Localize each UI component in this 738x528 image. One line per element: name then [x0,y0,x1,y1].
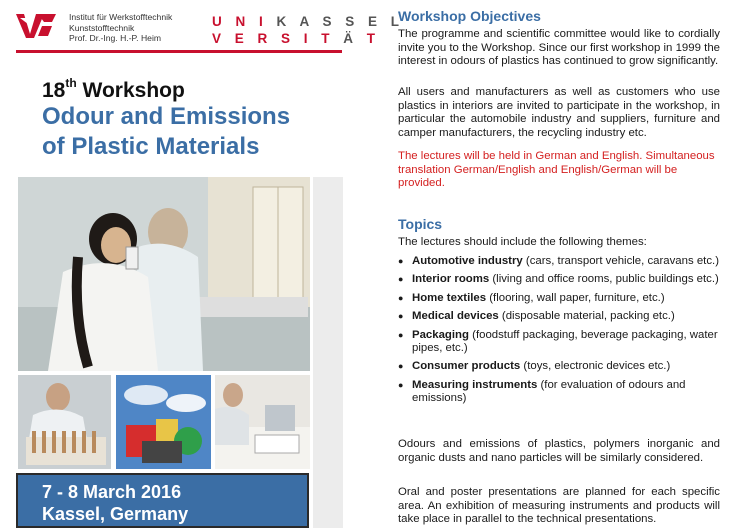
language-notice: The lectures will be held in German and English. Simultaneous translation German/English and English/German will be provided. [398,150,715,190]
objectives-heading: Workshop Objectives [398,8,541,24]
workshop-edition: 18th Workshop [42,76,185,102]
institute-logo [14,10,58,40]
topics-paragraph-1: Odours and emissions of plastics, polymers inorganic and organic dusts and nano particles will be similarly considered. [398,438,720,464]
photo-measuring-lab [215,375,310,469]
list-item: ● Consumer products (toys, electronic devices etc.) [398,360,720,373]
institute-line: Kunststofftechnik [69,22,135,33]
list-item: ● Home textiles (flooring, wall paper, furniture, etc.) [398,292,720,305]
list-item: ● Medical devices (disposable material, packing etc.) [398,310,720,323]
topics-intro: The lectures should include the following themes: [398,236,647,248]
uni-line-1: U N I K A S S E L [212,14,405,29]
topics-list [398,255,720,411]
objectives-paragraph-2: All users and manufacturers as well as customers who use plastics in interiors are invited to participate in the workshop, in particular the automobile industry and suppliers, furniture and camper manufacturers, the recycling industry etc. [398,86,720,139]
flyer-right-panel [398,0,724,528]
event-date-box [16,473,309,528]
event-date: 7 - 8 March 2016 [42,482,182,502]
list-item: ● Packaging (foodstuff packaging, beverage packaging, water pipes, etc.) [398,329,720,356]
topics-paragraph-2: Oral and poster presentations are planned for each specific area. An exhibition of measuring instruments and products will take place in parallel to the technical presentations. [398,486,720,526]
objectives-paragraph-1: The programme and scientific committee would like to cordially invite you to the Workshop. Since our first workshop in 1999 the interest in odours of plastics has continued to grow significantly. [398,28,720,68]
photo-consumer-products [116,375,211,469]
title-line-1: Odour and Emissions [42,103,291,130]
university-logo-text [212,13,404,47]
lab-photo-main [18,177,310,371]
list-item: ● Interior rooms (living and office rooms, public buildings etc.) [398,273,720,286]
event-location: Kassel, Germany [42,504,189,524]
institute-line: Institut für Werkstofftechnik [69,12,173,22]
workshop-title [42,102,290,162]
title-line-2: of Plastic Materials [42,133,260,160]
decorative-strip [313,177,343,528]
header-divider [16,50,342,53]
institute-name [69,12,172,44]
uni-line-2: V E R S I T Ä T [212,31,381,46]
topics-heading: Topics [398,216,443,232]
list-item: ● Automotive industry (cars, transport vehicle, caravans etc.) [398,255,720,268]
lab-photo-test-tubes [18,375,111,469]
institute-line: Prof. Dr.-Ing. H.-P. Heim [69,33,162,44]
list-item: ● Measuring instruments (for evaluation of odours and emissions) [398,379,720,406]
